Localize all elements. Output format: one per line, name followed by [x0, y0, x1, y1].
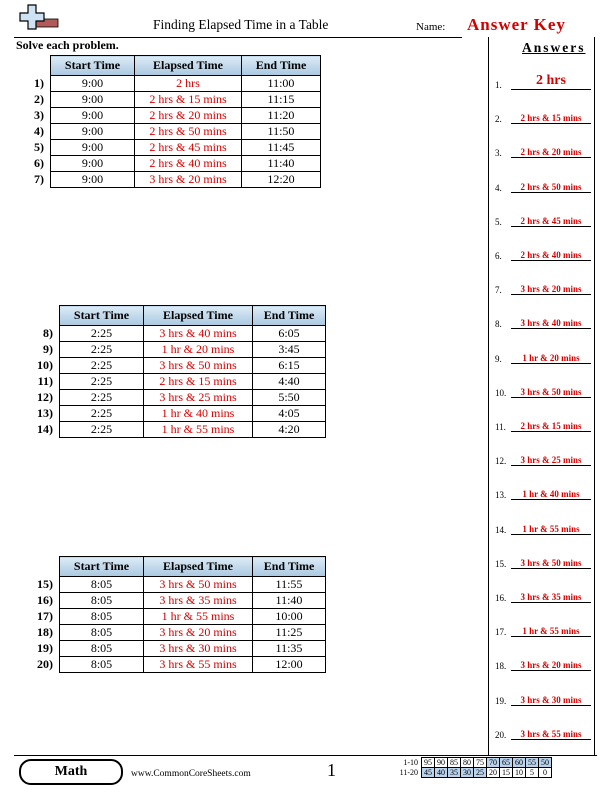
answer-value: 2 hrs & 15 mins — [511, 421, 591, 432]
table-row — [14, 140, 321, 156]
table-row — [14, 358, 326, 374]
answer-row — [495, 690, 595, 706]
problem-number: 6) — [34, 156, 44, 170]
elapsed-time-cell: 3 hrs & 35 mins — [144, 593, 253, 609]
score-range-label: 1-10 — [403, 758, 418, 767]
start-time-cell: 2:25 — [60, 374, 144, 390]
column-header: End Time — [242, 56, 321, 76]
end-time-cell: 6:15 — [253, 358, 326, 374]
table-row — [14, 326, 326, 342]
number-header — [14, 306, 60, 326]
start-time-cell: 2:25 — [60, 422, 144, 438]
table-row — [14, 422, 326, 438]
score-row — [395, 758, 552, 768]
answer-row — [495, 108, 595, 124]
elapsed-time-cell: 3 hrs & 20 mins — [144, 625, 253, 641]
start-time-cell: 8:05 — [60, 609, 144, 625]
problem-number: 7) — [34, 172, 44, 186]
end-time-cell: 11:40 — [253, 593, 326, 609]
end-time-cell: 4:05 — [253, 406, 326, 422]
subject-badge: Math — [19, 759, 123, 785]
score-cell: 45 — [422, 768, 435, 778]
score-row — [395, 768, 552, 778]
start-time-cell: 8:05 — [60, 657, 144, 673]
elapsed-time-cell: 1 hr & 20 mins — [144, 342, 253, 358]
answer-value: 1 hr & 20 mins — [511, 353, 591, 364]
end-time-cell: 12:00 — [253, 657, 326, 673]
table-header-row — [14, 306, 326, 326]
table-row — [14, 108, 321, 124]
score-cell: 20 — [487, 768, 500, 778]
score-cell: 90 — [435, 758, 448, 768]
score-cell: 50 — [539, 758, 552, 768]
number-header — [14, 56, 51, 76]
score-range-label: 11-20 — [399, 768, 418, 777]
column-header: End Time — [253, 557, 326, 577]
answer-row — [495, 74, 595, 90]
end-time-cell: 11:55 — [253, 577, 326, 593]
answer-number: 13. — [495, 490, 507, 501]
column-header: Elapsed Time — [144, 306, 253, 326]
problem-number: 20) — [37, 657, 53, 671]
column-header: End Time — [253, 306, 326, 326]
elapsed-time-cell: 1 hr & 55 mins — [144, 609, 253, 625]
end-time-cell: 6:05 — [253, 326, 326, 342]
column-header: Start Time — [60, 306, 144, 326]
elapsed-time-cell: 2 hrs & 20 mins — [135, 108, 242, 124]
elapsed-time-cell: 2 hrs & 15 mins — [144, 374, 253, 390]
column-header: Elapsed Time — [135, 56, 242, 76]
answer-value: 3 hrs & 50 mins — [511, 387, 591, 398]
answer-row — [495, 450, 595, 466]
answer-number: 11. — [495, 422, 506, 432]
start-time-cell: 2:25 — [60, 406, 144, 422]
answer-number: 17. — [495, 627, 507, 638]
elapsed-time-cell: 2 hrs & 40 mins — [135, 156, 242, 172]
problem-number: 8) — [43, 326, 53, 340]
score-cell: 75 — [474, 758, 487, 768]
answer-number: 15. — [495, 558, 507, 569]
end-time-cell: 3:45 — [253, 342, 326, 358]
problem-number: 5) — [34, 140, 44, 154]
problem-table — [14, 55, 321, 188]
end-time-cell: 11:45 — [242, 140, 321, 156]
answers-heading: Answers — [522, 40, 586, 55]
elapsed-time-cell: 3 hrs & 25 mins — [144, 390, 253, 406]
answer-number: 5. — [495, 216, 502, 227]
start-time-cell: 2:25 — [60, 326, 144, 342]
table-row — [14, 593, 326, 609]
elapsed-time-cell: 2 hrs — [135, 76, 242, 92]
answer-value: 2 hrs & 45 mins — [511, 216, 591, 227]
start-time-cell: 8:05 — [60, 593, 144, 609]
answer-row — [495, 724, 595, 740]
answer-row — [495, 313, 595, 329]
answer-number: 14. — [495, 524, 507, 535]
table-row — [14, 172, 321, 188]
start-time-cell: 8:05 — [60, 577, 144, 593]
problem-number: 3) — [34, 108, 44, 122]
answer-value: 3 hrs & 20 mins — [511, 660, 591, 671]
table-row — [14, 390, 326, 406]
name-label: Name: — [416, 21, 446, 33]
footer-rule — [14, 755, 597, 756]
score-cell: 85 — [448, 758, 461, 768]
answer-value: 2 hrs & 50 mins — [511, 182, 591, 193]
answer-value: 3 hrs & 40 mins — [511, 318, 591, 329]
table-row — [14, 609, 326, 625]
answer-value: 3 hrs & 25 mins — [511, 455, 591, 466]
answer-number: 1. — [495, 80, 502, 90]
score-cell: 55 — [526, 758, 539, 768]
answer-row — [495, 211, 595, 227]
elapsed-time-cell: 3 hrs & 20 mins — [135, 172, 242, 188]
problem-number: 2) — [34, 92, 44, 106]
table-header-row — [14, 557, 326, 577]
problem-table — [14, 556, 326, 673]
elapsed-time-cell: 1 hr & 40 mins — [144, 406, 253, 422]
table-row — [14, 92, 321, 108]
answer-value: 3 hrs & 50 mins — [511, 558, 591, 569]
answer-row — [495, 484, 595, 500]
answer-row — [495, 621, 595, 637]
answer-number: 16. — [495, 593, 507, 603]
score-cell: 15 — [500, 768, 513, 778]
problem-number: 14) — [37, 422, 53, 436]
problem-number: 11) — [37, 374, 53, 388]
start-time-cell: 8:05 — [60, 625, 144, 641]
answers-divider — [488, 37, 489, 755]
answer-value: 3 hrs & 30 mins — [511, 695, 591, 706]
answer-row — [495, 177, 595, 193]
elapsed-time-cell: 3 hrs & 30 mins — [144, 641, 253, 657]
score-cell: 65 — [500, 758, 513, 768]
answer-row — [495, 382, 595, 398]
answer-value: 1 hr & 55 mins — [511, 626, 591, 637]
end-time-cell: 4:40 — [253, 374, 326, 390]
answer-number: 12. — [495, 456, 507, 467]
score-cell: 40 — [435, 768, 448, 778]
elapsed-time-cell: 3 hrs & 50 mins — [144, 577, 253, 593]
answer-row — [495, 587, 595, 603]
score-cell: 35 — [448, 768, 461, 778]
end-time-cell: 11:50 — [242, 124, 321, 140]
answer-value: 2 hrs & 40 mins — [511, 250, 591, 261]
column-header: Elapsed Time — [144, 557, 253, 577]
answer-value: 3 hrs & 35 mins — [511, 592, 591, 603]
start-time-cell: 9:00 — [51, 108, 135, 124]
score-cell: 30 — [461, 768, 474, 778]
start-time-cell: 2:25 — [60, 390, 144, 406]
answer-number: 20. — [495, 729, 507, 740]
problem-number: 4) — [34, 124, 44, 138]
table-row — [14, 625, 326, 641]
start-time-cell: 2:25 — [60, 342, 144, 358]
problem-number: 19) — [37, 641, 53, 655]
score-cell: 80 — [461, 758, 474, 768]
start-time-cell: 9:00 — [51, 156, 135, 172]
problem-number: 17) — [37, 609, 53, 623]
start-time-cell: 9:00 — [51, 172, 135, 188]
elapsed-time-cell: 2 hrs & 45 mins — [135, 140, 242, 156]
answer-row — [495, 348, 595, 364]
elapsed-time-cell: 3 hrs & 55 mins — [144, 657, 253, 673]
answer-number: 3. — [495, 148, 502, 159]
end-time-cell: 11:00 — [242, 76, 321, 92]
end-time-cell: 11:20 — [242, 108, 321, 124]
table-row — [14, 577, 326, 593]
answer-value: 2 hrs & 15 mins — [511, 113, 591, 124]
start-time-cell: 9:00 — [51, 140, 135, 156]
table-row — [14, 657, 326, 673]
score-cell: 5 — [526, 768, 539, 778]
table-header-row — [14, 56, 321, 76]
score-cell: 95 — [422, 758, 435, 768]
answer-row — [495, 416, 595, 432]
answer-value: 2 hrs & 20 mins — [511, 147, 591, 158]
elapsed-time-cell: 3 hrs & 40 mins — [144, 326, 253, 342]
score-cell: 60 — [513, 758, 526, 768]
end-time-cell: 10:00 — [253, 609, 326, 625]
end-time-cell: 11:40 — [242, 156, 321, 172]
problem-number: 16) — [37, 593, 53, 607]
table-row — [14, 156, 321, 172]
answer-number: 8. — [495, 319, 502, 330]
problem-table — [14, 305, 326, 438]
start-time-cell: 8:05 — [60, 641, 144, 657]
answer-value: 3 hrs & 55 mins — [511, 729, 591, 740]
end-time-cell: 4:20 — [253, 422, 326, 438]
answer-number: 9. — [495, 353, 502, 364]
problem-number: 13) — [37, 406, 53, 420]
start-time-cell: 9:00 — [51, 92, 135, 108]
page-number: 1 — [327, 760, 336, 780]
score-cell: 0 — [539, 768, 552, 778]
answer-number: 19. — [495, 695, 507, 706]
score-cell: 10 — [513, 768, 526, 778]
table-row — [14, 76, 321, 92]
answer-row — [495, 553, 595, 569]
answer-value: 1 hr & 55 mins — [511, 524, 591, 535]
start-time-cell: 9:00 — [51, 76, 135, 92]
answer-value: 3 hrs & 20 mins — [511, 284, 591, 295]
instructions: Solve each problem. — [16, 38, 119, 52]
score-table — [395, 757, 552, 778]
end-time-cell: 11:15 — [242, 92, 321, 108]
problem-number: 10) — [37, 358, 53, 372]
end-time-cell: 11:35 — [253, 641, 326, 657]
elapsed-time-cell: 1 hr & 55 mins — [144, 422, 253, 438]
table-row — [14, 641, 326, 657]
answer-value: 2 hrs — [511, 73, 591, 90]
website-text: www.CommonCoreSheets.com — [131, 769, 251, 779]
elapsed-time-cell: 3 hrs & 50 mins — [144, 358, 253, 374]
start-time-cell: 2:25 — [60, 358, 144, 374]
problem-number: 18) — [37, 625, 53, 639]
worksheet-title: Finding Elapsed Time in a Table — [153, 17, 329, 32]
answer-row — [495, 279, 595, 295]
elapsed-time-cell: 2 hrs & 50 mins — [135, 124, 242, 140]
score-cell: 70 — [487, 758, 500, 768]
problem-number: 9) — [43, 342, 53, 356]
table-row — [14, 374, 326, 390]
answer-row — [495, 519, 595, 535]
answer-row — [495, 245, 595, 261]
problem-number: 15) — [37, 577, 53, 591]
end-time-cell: 11:25 — [253, 625, 326, 641]
table-row — [14, 342, 326, 358]
column-header: Start Time — [51, 56, 135, 76]
number-header — [14, 557, 60, 577]
answer-number: 4. — [495, 182, 502, 193]
answer-number: 10. — [495, 387, 507, 398]
answer-number: 18. — [495, 661, 507, 672]
end-time-cell: 5:50 — [253, 390, 326, 406]
answer-value: 1 hr & 40 mins — [511, 489, 591, 500]
start-time-cell: 9:00 — [51, 124, 135, 140]
elapsed-time-cell: 2 hrs & 15 mins — [135, 92, 242, 108]
score-cell: 25 — [474, 768, 487, 778]
answer-row — [495, 142, 595, 158]
problem-number: 1) — [34, 76, 44, 90]
answer-row — [495, 655, 595, 671]
column-header: Start Time — [60, 557, 144, 577]
answer-key-label: Answer Key — [467, 15, 566, 34]
end-time-cell: 12:20 — [242, 172, 321, 188]
table-row — [14, 406, 326, 422]
answer-number: 6. — [495, 251, 502, 261]
table-row — [14, 124, 321, 140]
answer-number: 2. — [495, 114, 502, 125]
plus-logo-icon — [18, 3, 62, 33]
problem-number: 12) — [37, 390, 53, 404]
answer-number: 7. — [495, 285, 502, 296]
